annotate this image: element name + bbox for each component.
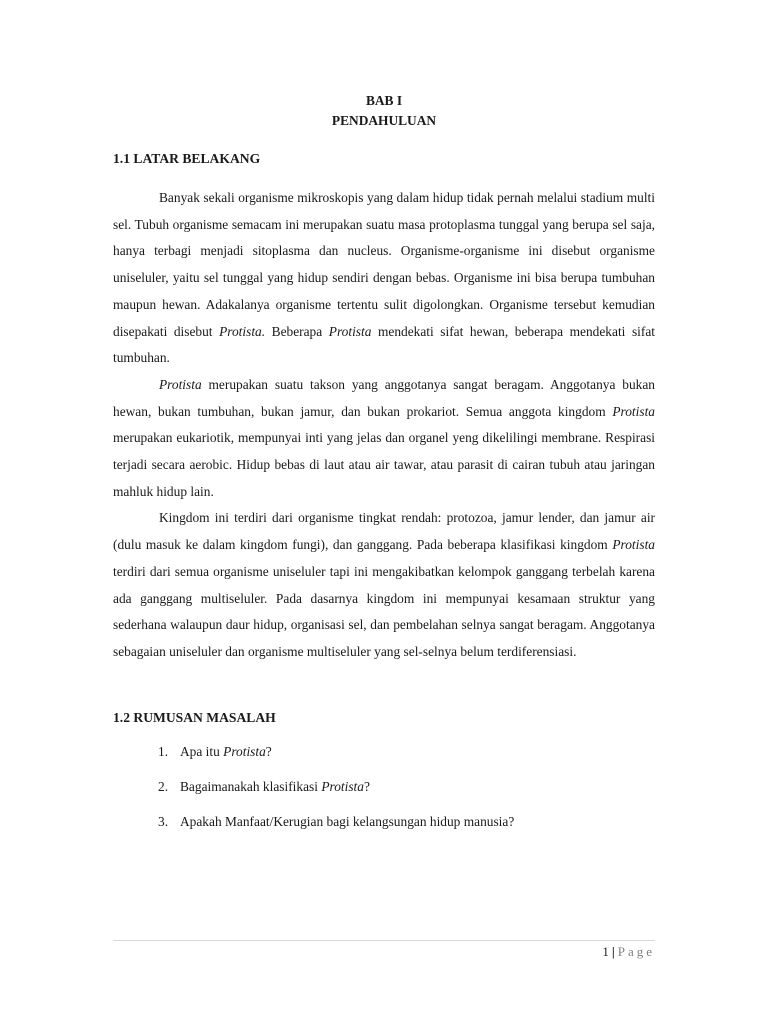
italic-term: Protista <box>328 323 372 339</box>
italic-term: Protista <box>321 778 364 794</box>
list-item-text: Bagaimanakah klasifikasi Protista? <box>180 778 370 794</box>
italic-term: Protista <box>612 537 655 553</box>
page-number: 1 <box>602 944 609 959</box>
italic-term: Protista <box>612 403 655 419</box>
section-title-rumusan-masalah: 1.2 RUMUSAN MASALAH <box>113 709 276 725</box>
chapter-title: PENDAHULUAN <box>331 113 437 128</box>
list-item-text: Apa itu Protista? <box>180 743 272 759</box>
italic-term: Protista <box>223 743 266 759</box>
chapter-heading <box>113 91 655 131</box>
section-body-latar-belakang <box>113 185 655 666</box>
list-item-number: 3. <box>158 813 169 829</box>
page-footer <box>602 943 655 961</box>
footer-divider <box>113 940 655 941</box>
page-content <box>113 91 655 847</box>
list-item-number: 2. <box>158 778 169 794</box>
footer-separator: | <box>611 944 615 959</box>
list-item <box>113 812 655 832</box>
paragraph: Protista merupakan suatu takson yang anggotanya sangat beragam. Anggotanya bukan hewan, bukan tumbuhan, bukan jamur, dan bukan prokariot. Semua anggota kingdom Protista merupakan eukariotik, mempunyai inti yang jelas dan organel yeng dikelilingi membrane. Respirasi terjadi secara aerobic. Hidup bebas di laut atau air tawar, atau parasit di cairan tubuh atau jaringan mahluk hidup lain. <box>113 376 655 499</box>
paragraph: Banyak sekali organisme mikroskopis yang dalam hidup tidak pernah melalui stadium multi sel. Tubuh organisme semacam ini merupakan suatu masa protoplasma tunggal yang berupa sel saja, hanya terbagi menjadi sitoplasma dan nucleus. Organisme-organisme ini disebut organisme uniseluler, yaitu sel tunggal yang hidup sendiri dengan bebas. Organisme ini bisa berupa tumbuhan maupun hewan. Adakalanya organisme tertentu sulit digolongkan. Organisme tersebut kemudian disepakati disebut Protista. Beberapa Protista mendekati sifat hewan, beberapa mendekati sifat tumbuhan. <box>113 190 655 366</box>
question-list <box>113 742 655 832</box>
italic-term: Protista <box>159 376 202 392</box>
list-item-text: Apakah Manfaat/Kerugian bagi kelangsungan hidup manusia? <box>180 813 515 829</box>
list-item-number: 1. <box>158 743 169 759</box>
list-item <box>113 742 655 762</box>
list-item <box>113 777 655 797</box>
italic-term: Protista. <box>219 323 266 339</box>
chapter-number: BAB I <box>365 93 403 108</box>
section-title-latar-belakang: 1.1 LATAR BELAKANG <box>113 151 261 166</box>
page-label: Page <box>617 944 655 959</box>
paragraph: Kingdom ini terdiri dari organisme tingkat rendah: protozoa, jamur lender, dan jamur air (dulu masuk ke dalam kingdom fungi), dan ganggang. Pada beberapa klasifikasi kingdom Protista terdiri dari semua organisme uniseluler tapi ini mengakibatkan kelompok ganggang terbelah karena ada ganggang multiseluler. Pada dasarnya kingdom ini mempunyai kesamaan struktur yang sederhana walaupun daur hidup, organisasi sel, dan pembelahan selnya sangat beragam. Anggotanya sebagaian uniseluler dan organisme multiseluler yang sel-selnya belum terdiferensiasi. <box>113 510 655 659</box>
